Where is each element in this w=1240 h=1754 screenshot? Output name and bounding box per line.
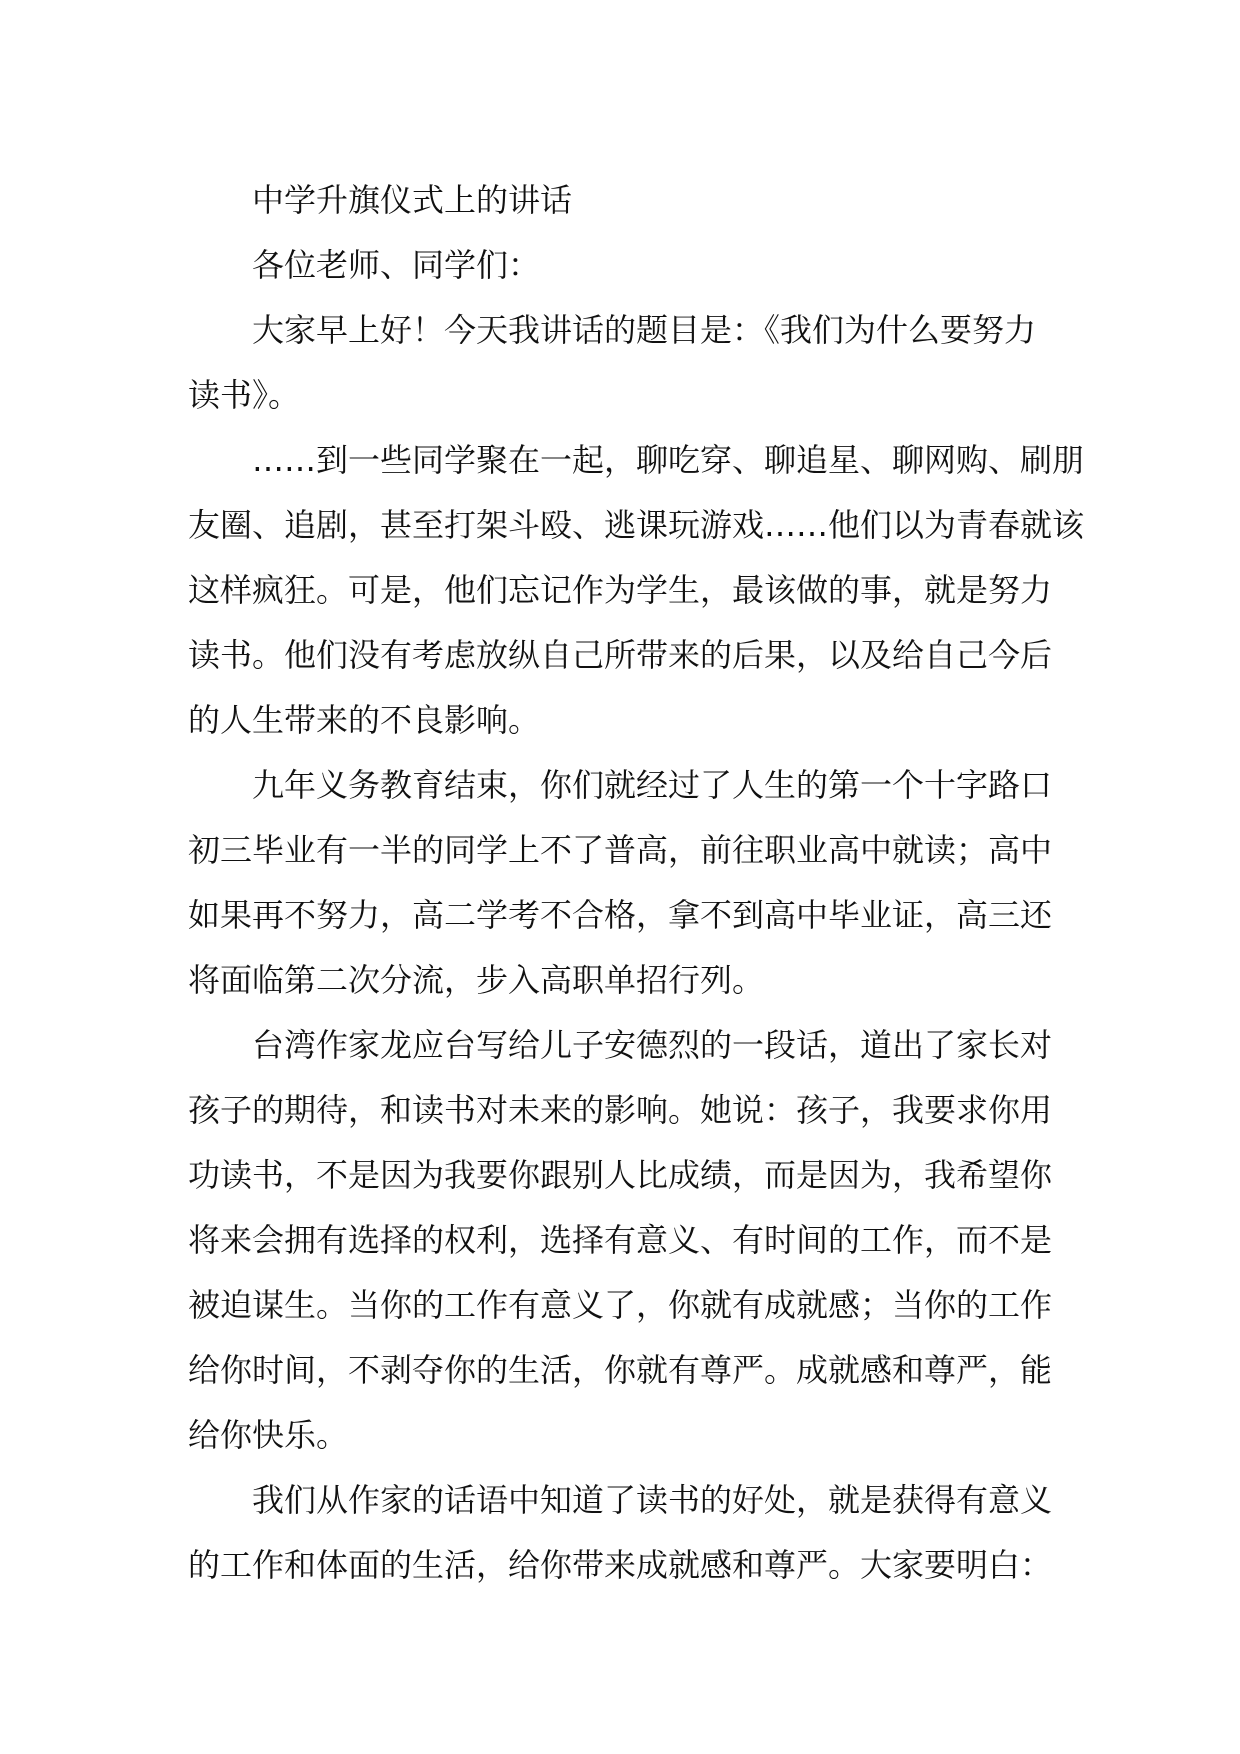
body-line: 读书》。 [188, 376, 301, 414]
body-line: 被迫谋生。当你的工作有意义了，你就有成就感；当你的工作 [188, 1286, 1053, 1324]
body-line: 友圈、追剧，甚至打架斗殴、逃课玩游戏……他们以为青春就该 [188, 506, 1085, 544]
body-line: 的人生带来的不良影响。 [188, 701, 541, 739]
body-line: 的工作和体面的生活，给你带来成就感和尊严。大家要明白： [188, 1546, 1053, 1584]
body-line: 初三毕业有一半的同学上不了普高，前往职业高中就读；高中 [188, 831, 1053, 869]
salutation: 各位老师、同学们： [252, 246, 541, 284]
body-line: 给你快乐。 [188, 1416, 349, 1454]
document-body [188, 168, 1085, 1598]
body-line: 将面临第二次分流，步入高职单招行列。 [188, 961, 765, 999]
body-line: ……到一些同学聚在一起，聊吃穿、聊追星、聊网购、刷朋 [252, 441, 1085, 479]
body-line: 台湾作家龙应台写给儿子安德烈的一段话，道出了家长对 [252, 1026, 1053, 1064]
body-line: 将来会拥有选择的权利，选择有意义、有时间的工作，而不是 [188, 1221, 1053, 1259]
body-line: 孩子的期待，和读书对未来的影响。她说：孩子，我要求你用 [188, 1091, 1053, 1129]
body-line: 读书。他们没有考虑放纵自己所带来的后果，以及给自己今后 [188, 636, 1053, 674]
body-line: 功读书，不是因为我要你跟别人比成绩，而是因为，我希望你 [188, 1156, 1053, 1194]
body-line: 九年义务教育结束，你们就经过了人生的第一个十字路口 [252, 766, 1053, 804]
document-title: 中学升旗仪式上的讲话 [252, 181, 573, 219]
body-line: 我们从作家的话语中知道了读书的好处，就是获得有意义 [252, 1481, 1053, 1519]
body-line: 如果再不努力，高二学考不合格，拿不到高中毕业证，高三还 [188, 896, 1053, 934]
body-line: 给你时间，不剥夺你的生活，你就有尊严。成就感和尊严，能 [188, 1351, 1053, 1389]
body-line: 这样疯狂。可是，他们忘记作为学生，最该做的事，就是努力 [188, 571, 1053, 609]
body-line: 大家早上好！今天我讲话的题目是：《我们为什么要努力 [252, 311, 1037, 349]
